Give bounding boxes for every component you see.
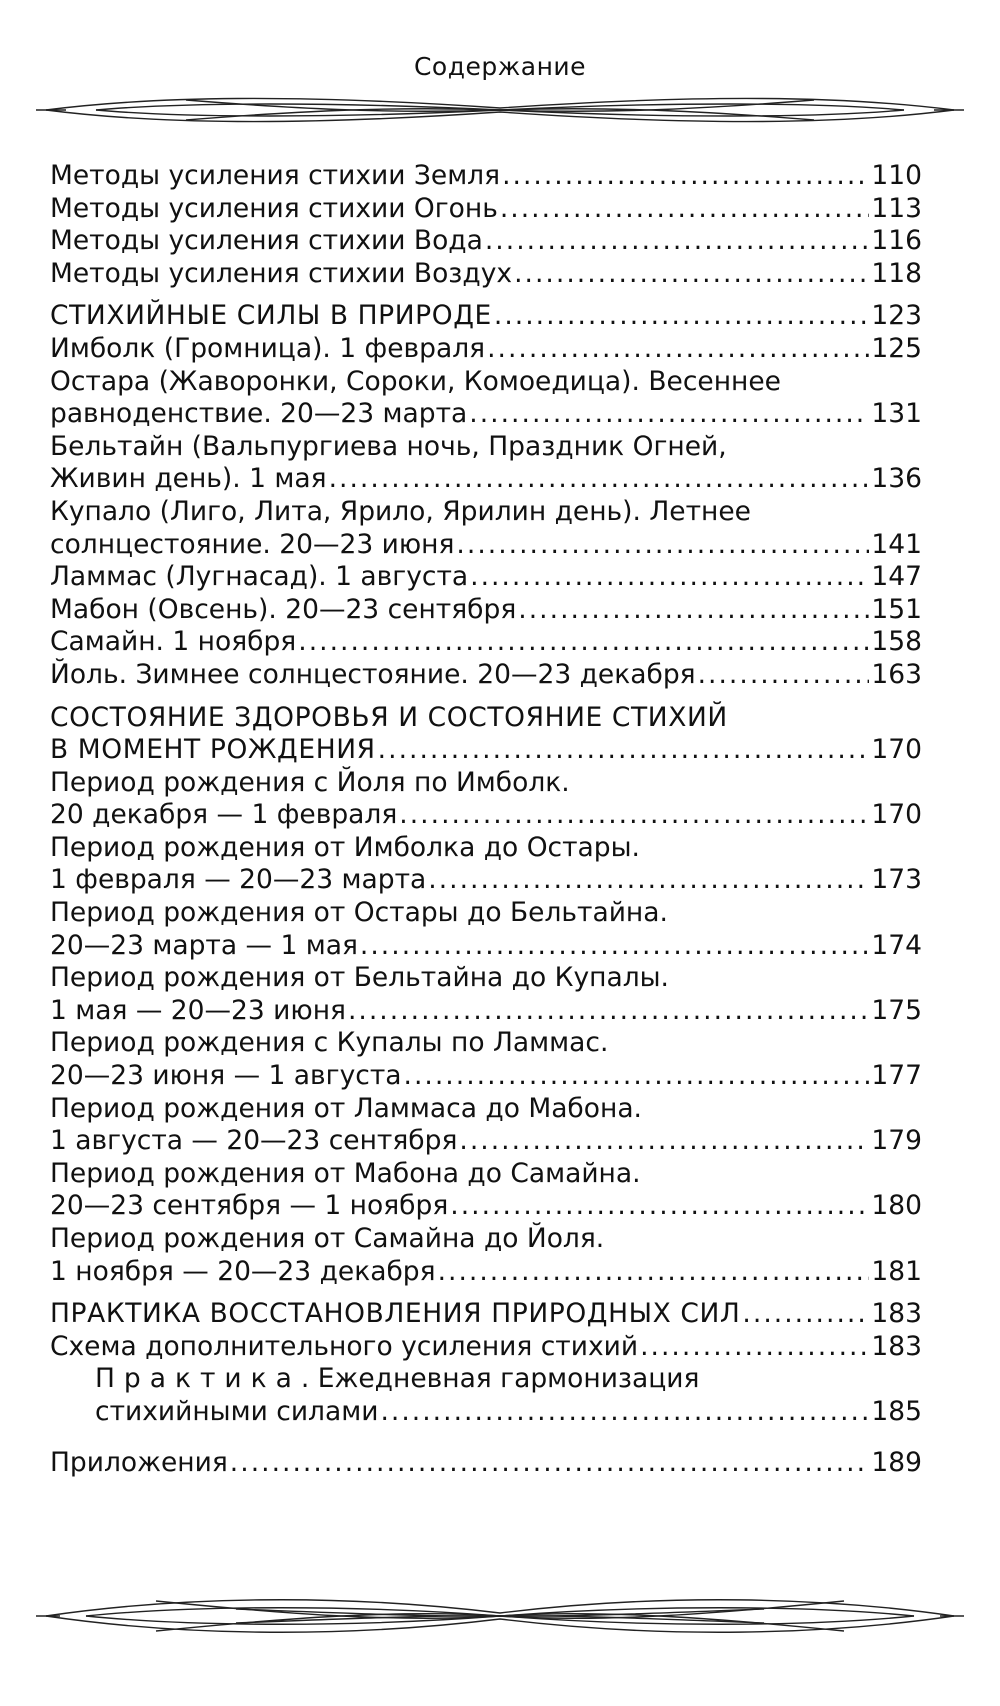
toc-entry[interactable]: [50, 561, 922, 594]
toc-entry[interactable]: [50, 160, 922, 193]
dot-leader: [469, 398, 869, 431]
toc-entry[interactable]: [50, 1223, 922, 1288]
toc-entry-title-line1: Период рождения от Самайна до Йоля.: [50, 1223, 605, 1254]
toc-page-number: 110: [871, 160, 922, 191]
toc-entry-title: Имболк (Громница). 1 февраля: [50, 332, 486, 364]
toc-page-number: 125: [871, 332, 922, 364]
toc-entry[interactable]: [50, 832, 922, 897]
dot-leader: [698, 659, 870, 692]
toc-entry-title: В МОМЕНТ РОЖДЕНИЯ: [50, 734, 376, 766]
toc-entry[interactable]: [50, 767, 922, 832]
toc-page-number: 173: [871, 864, 922, 896]
toc-entry-title-line1: Период рождения от Мабона до Самайна.: [50, 1157, 641, 1189]
toc-entry-title: 20—23 сентября — 1 ноября: [50, 1190, 449, 1222]
dot-leader: [380, 1396, 869, 1429]
toc-entry[interactable]: [50, 897, 922, 962]
toc-entry-title-line1: Период рождения от Ламмаса до Мабона.: [50, 1092, 642, 1124]
toc-entry[interactable]: [50, 225, 922, 258]
toc-entry[interactable]: [50, 1158, 922, 1223]
toc-entry-title-line1: Остара (Жаворонки, Сороки, Комоедица). Весеннее: [50, 365, 781, 397]
toc-subentry[interactable]: [50, 1363, 922, 1428]
dot-leader: [456, 529, 869, 562]
dot-leader: [640, 1331, 869, 1364]
toc-entry-title: 1 ноября — 20—23 декабря: [50, 1255, 436, 1287]
toc-entry[interactable]: [50, 962, 922, 1027]
toc-entry-title-line1: Купало (Лиго, Лита, Ярило, Ярилин день). Летнее: [50, 495, 751, 527]
page-header-title: Содержание: [413, 52, 587, 81]
toc-entry-title: Методы усиления стихии Огонь: [50, 192, 498, 224]
toc-entry[interactable]: [50, 594, 922, 627]
toc-page-number: 183: [871, 1298, 922, 1330]
toc-page-number: 136: [871, 463, 922, 495]
toc-page-number: 131: [871, 398, 922, 430]
toc-page-number: 181: [871, 1255, 922, 1287]
toc-entry-title: 20—23 июня — 1 августа: [50, 1060, 402, 1092]
toc-page-number: 177: [871, 1060, 922, 1092]
toc-entry[interactable]: [50, 1093, 922, 1158]
toc-entry[interactable]: [50, 258, 922, 291]
toc-entry[interactable]: [50, 1447, 922, 1480]
toc-entry[interactable]: [50, 1027, 922, 1092]
dot-leader: [518, 594, 869, 627]
toc-entry-title: стихийными силами: [95, 1395, 379, 1427]
toc-entry-title: Ламмас (Лугнасад). 1 августа: [50, 561, 469, 593]
toc-section-heading[interactable]: [50, 300, 922, 333]
dot-leader: [438, 1256, 870, 1289]
toc-entry-title: 1 августа — 20—23 сентября: [50, 1125, 458, 1157]
toc-entry[interactable]: [50, 333, 922, 366]
dot-leader: [348, 995, 869, 1028]
toc-page-number: 183: [871, 1330, 922, 1362]
toc-entry[interactable]: [50, 431, 922, 496]
dot-leader: [329, 463, 870, 496]
toc-entry-title-line1: Период рождения с Купалы по Ламмас.: [50, 1027, 609, 1059]
dot-leader: [514, 258, 869, 291]
dot-leader: [428, 864, 869, 897]
dot-leader: [459, 1125, 869, 1158]
toc-page-number: 141: [871, 528, 922, 560]
toc-page-number: 180: [871, 1190, 922, 1222]
toc-entry-title-line1: Период рождения от Бельтайна до Купалы.: [50, 962, 669, 994]
toc-page-number: 170: [871, 734, 922, 766]
dot-leader: [230, 1447, 870, 1480]
toc-entry-title: Схема дополнительного усиления стихий: [50, 1330, 639, 1362]
toc-page-number: 163: [871, 658, 922, 690]
dot-leader: [450, 1190, 869, 1223]
toc-entry[interactable]: [50, 626, 922, 659]
toc-entry-title-line1: СОСТОЯНИЕ ЗДОРОВЬЯ И СОСТОЯНИЕ СТИХИЙ: [50, 701, 728, 733]
toc-entry[interactable]: [50, 496, 922, 561]
dot-leader: [470, 561, 869, 594]
toc-entry-title: 1 февраля — 20—23 марта: [50, 864, 427, 896]
toc-entry-title: 20—23 марта — 1 мая: [50, 929, 358, 961]
toc-page-number: 116: [871, 225, 922, 257]
toc-entry-title: Живин день). 1 мая: [50, 463, 327, 495]
toc-page-number: 179: [871, 1125, 922, 1157]
toc-entry[interactable]: [50, 659, 922, 692]
dot-leader: [494, 300, 870, 333]
toc-page-number: 151: [871, 593, 922, 625]
toc-section-heading[interactable]: [50, 702, 922, 767]
dot-leader: [502, 160, 869, 193]
toc-entry-title-rest: . Ежедневная гармонизация: [300, 1363, 700, 1395]
toc-page-number: 174: [871, 929, 922, 961]
toc-entry-title: СТИХИЙНЫЕ СИЛЫ В ПРИРОДЕ: [50, 300, 492, 332]
toc-entry-title: Мабон (Овсень). 20—23 сентября: [50, 593, 517, 625]
dot-leader: [487, 333, 869, 366]
table-of-contents: [50, 160, 922, 1479]
toc-page-number: 189: [871, 1446, 922, 1478]
toc-entry-title: 1 мая — 20—23 июня: [50, 994, 346, 1026]
toc-page-number: 170: [871, 799, 922, 831]
dot-leader: [500, 193, 870, 226]
toc-entry[interactable]: [50, 366, 922, 431]
dot-leader: [399, 799, 869, 832]
dot-leader: [378, 734, 870, 767]
toc-page-number: 113: [871, 192, 922, 224]
toc-entry-title: Методы усиления стихии Земля: [50, 160, 501, 191]
toc-page-number: 158: [871, 626, 922, 658]
dot-leader: [404, 1060, 870, 1093]
toc-entry-title: Методы усиления стихии Воздух: [50, 257, 513, 289]
toc-page-number: 185: [871, 1395, 922, 1427]
toc-entry-title: Методы усиления стихии Вода: [50, 225, 483, 257]
top-ornament-divider: [36, 88, 964, 132]
toc-entry-title: 20 декабря — 1 февраля: [50, 799, 398, 831]
toc-entry-title-line1: Период рождения от Имболка до Остары.: [50, 831, 640, 863]
toc-entry-title: Йоль. Зимнее солнцестояние. 20—23 декабря: [50, 658, 696, 690]
dot-leader: [485, 225, 870, 258]
dot-leader: [298, 626, 869, 659]
toc-entry-title: солнцестояние. 20—23 июня: [50, 528, 455, 560]
spaced-practice-word: Практика: [95, 1363, 301, 1395]
toc-entry-title: Самайн. 1 ноября: [50, 626, 297, 658]
toc-entry-title: ПРАКТИКА ВОССТАНОВЛЕНИЯ ПРИРОДНЫХ СИЛ: [50, 1298, 741, 1330]
dot-leader: [742, 1298, 869, 1331]
bottom-ornament-divider: [36, 1583, 964, 1649]
toc-page-number: 175: [871, 994, 922, 1026]
dot-leader: [360, 930, 870, 963]
toc-entry-title-line1: [95, 1363, 922, 1396]
toc-entry-title-line1: Период рождения с Йоля по Имболк.: [50, 766, 570, 798]
toc-page-number: 147: [871, 561, 922, 593]
toc-page-number: 118: [871, 257, 922, 289]
toc-entry-title-line1: Бельтайн (Вальпургиева ночь, Праздник Огней,: [50, 430, 727, 462]
toc-entry[interactable]: [50, 193, 922, 226]
toc-page-number: 123: [871, 300, 922, 332]
toc-entry-title: равноденствие. 20—23 марта: [50, 398, 468, 430]
toc-entry-title: Приложения: [50, 1446, 228, 1478]
toc-entry-title-line1: Период рождения от Остары до Бельтайна.: [50, 897, 668, 929]
toc-section-heading[interactable]: [50, 1298, 922, 1331]
toc-entry[interactable]: [50, 1331, 922, 1364]
